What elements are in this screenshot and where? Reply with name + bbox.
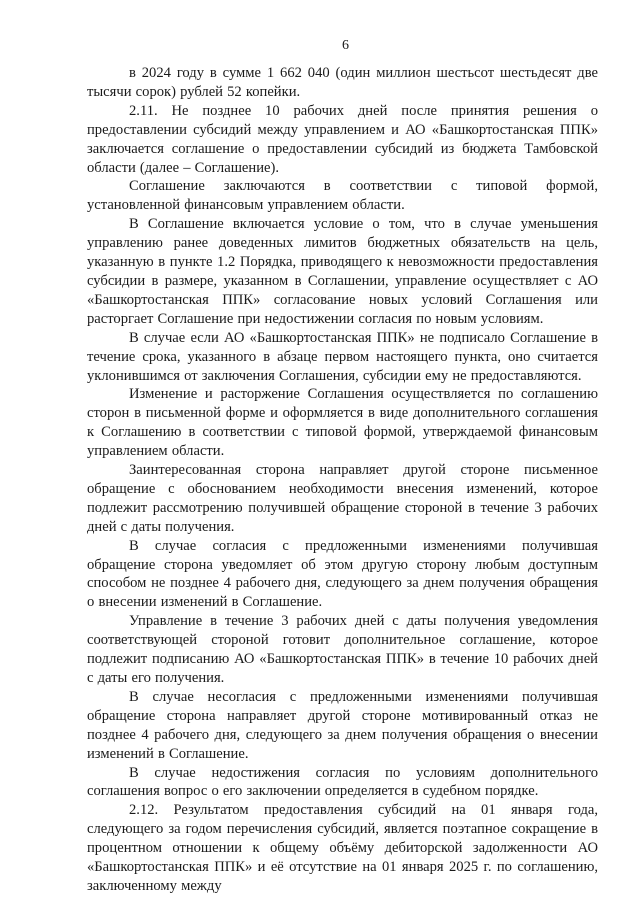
paragraph-not-signed: В случае если АО «Башкортостанская ППК» не подписало Соглашение в течение срока, указанного в абзаце первом настоящего пункта, оно считается уклонившимся от заключения Соглашения, субсидии ему не предоставляются. (87, 329, 598, 384)
paragraph-2-11: 2.11. Не позднее 10 рабочих дней после принятия решения о предоставлении субсидий между управлением и АО «Башкортостанская ППК» заключается соглашение о предоставлении субсидий из бюджета Тамбовской области (далее – Соглашение). (87, 102, 598, 176)
paragraph-agreement-case: В случае согласия с предложенными изменениями получившая обращение сторона уведомляет об этом другую сторону любым доступным способом не позднее 4 рабочего дня, следующего за днем получения обращения о внесении изменений в Соглашение. (87, 537, 598, 611)
page-number: 6 (342, 38, 349, 53)
paragraph-request: Заинтересованная сторона направляет другой стороне письменное обращение с обоснованием необходимости внесения изменений, которое подлежит рассмотрению получившей обращение стороной в течение 3 рабочих дней с даты получения. (87, 462, 598, 535)
paragraph-supplementary: Управление в течение 3 рабочих дней с даты получения уведомления соответствующей стороной готовит дополнительное соглашение, которое подлежит подписанию АО «Башкортостанская ППК» в течение 10 рабочих дней с даты его получения. (87, 613, 598, 686)
paragraph-amendment: Изменение и расторжение Соглашения осуществляется по соглашению сторон в письменной форме и оформляется в виде дополнительного соглашения к Соглашению в соответствии с типовой формой, утверждаемой финансовым управлением области. (87, 386, 598, 460)
paragraph-disagreement: В случае несогласия с предложенными изменениями получившая обращение сторона направляет другой стороне мотивированный отказ не позднее 4 рабочего дня, следующего за днем получения обращения о внесении изменений в Соглашение. (87, 688, 598, 762)
paragraph-2-12: 2.12. Результатом предоставления субсидий на 01 января года, следующего за годом перечисления субсидий, является поэтапное сокращение в процентном отношении к общему объёму дебиторской задолженности АО «Башкортостанская ППК» и её отсутствие на 01 января 2025 г. по соглашению, заключенному между (87, 802, 598, 894)
paragraph-typical-form: Соглашение заключаются в соответствии с типовой формой, установленной финансовым управлением области. (87, 178, 598, 214)
paragraph-limits-condition: В Соглашение включается условие о том, что в случае уменьшения управлению ранее доведенных лимитов бюджетных обязательств на цель, указанную в пункте 1.2 Порядка, приводящего к невозможности предоставления субсидии в размере, указанном в Соглашении, управление осуществляет с АО «Башкортостанская ППК» согласование новых условий Соглашения или расторгает Соглашение при недостижении согласия по новым условиям. (87, 216, 598, 327)
paragraph-1: в 2024 году в сумме 1 662 040 (один миллион шестьсот шестьдесят две тысячи сорок) рублей 52 копейки. (87, 65, 598, 100)
paragraph-court: В случае недостижения согласия по условиям дополнительного соглашения вопрос о его заключении определяется в судебном порядке. (87, 764, 598, 800)
